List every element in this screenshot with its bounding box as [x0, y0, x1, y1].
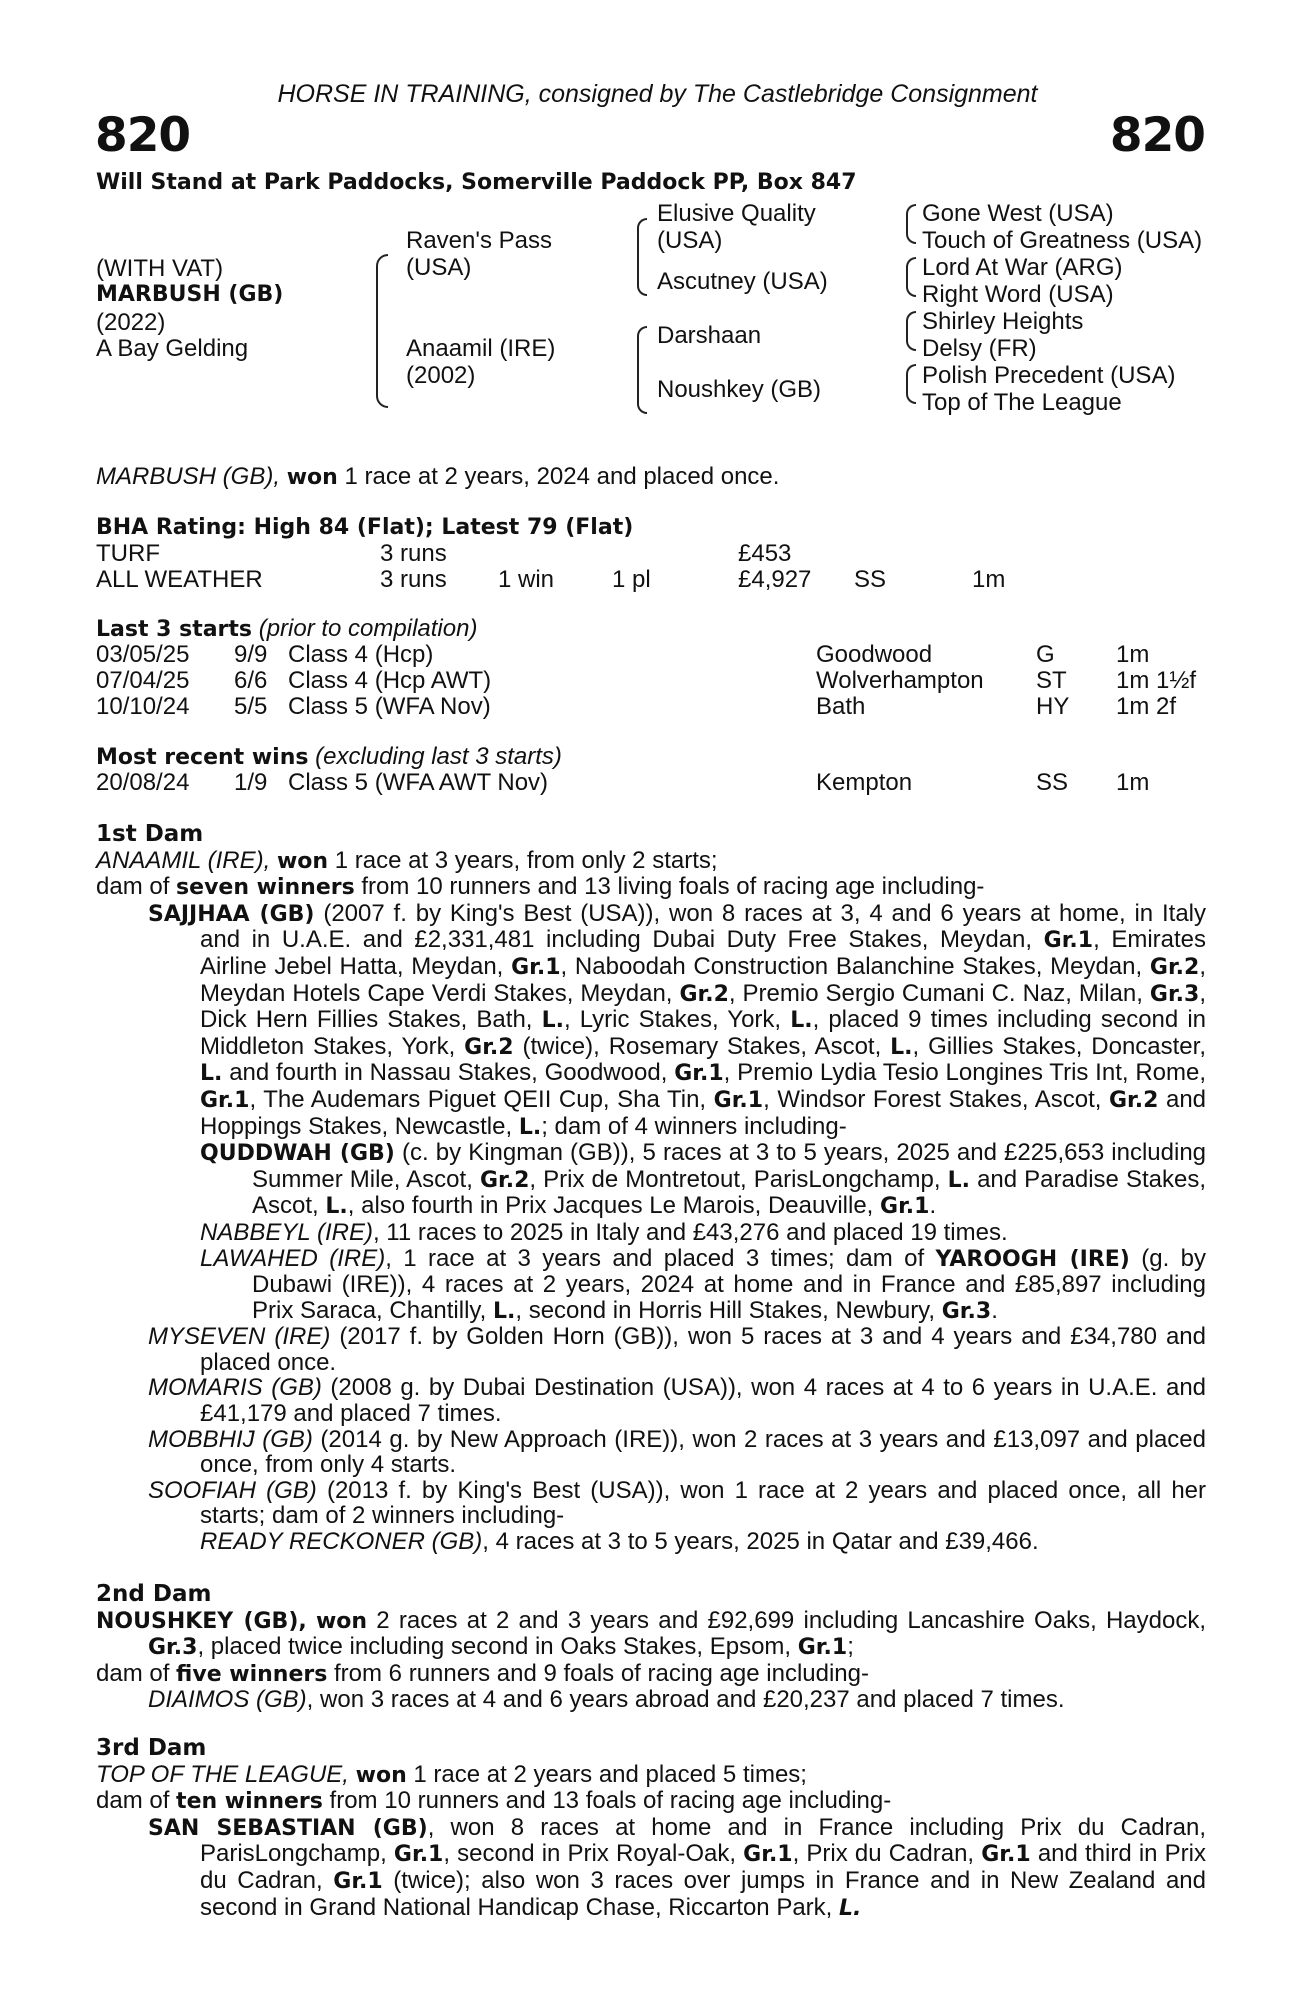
- start-race: Class 4 (Hcp): [288, 641, 434, 668]
- produce-text: , won 8 races at home and in France including Prix du Cadran, ParisLongchamp,: [200, 1813, 1207, 1868]
- produce-text: (2008 g. by Dubai Destination (USA)), won 4 races at 4 to 6 years in U.A.E. and £41,179 and placed 7 times.: [200, 1374, 1207, 1428]
- produce-text: , Premio Sergio Cumani C. Naz, Milan,: [728, 979, 1143, 1007]
- pedigree-ddd: Top of The League: [922, 389, 1122, 416]
- produce-name: LAWAHED (IRE): [200, 1244, 386, 1272]
- win-race: Class 5 (WFA AWT Nov): [288, 769, 549, 796]
- grade-badge: L.: [518, 1114, 542, 1140]
- produce-text: , Prix de Montretout, ParisLongchamp,: [529, 1165, 941, 1193]
- produce-name: YAROOGH (IRE): [935, 1246, 1130, 1272]
- produce-diaimos: [96, 1687, 1206, 1713]
- winners-count: five winners: [176, 1661, 328, 1687]
- start-going: HY: [1036, 693, 1070, 720]
- start-position: 9/9: [234, 641, 268, 668]
- produce-text: , second in Horris Hill Stakes, Newbury,: [515, 1296, 936, 1324]
- produce-soofiah: [96, 1478, 1206, 1529]
- start-going: G: [1036, 641, 1055, 668]
- grade-badge: Gr.1: [797, 1635, 848, 1661]
- produce-text: , Naboodah Construction Balanchine Stakes, Meydan,: [560, 952, 1143, 980]
- start-race: Class 4 (Hcp AWT): [288, 667, 492, 694]
- produce-name: MYSEVEN (IRE): [148, 1323, 331, 1351]
- dam-of-text: dam of: [96, 1787, 170, 1815]
- last-starts-note: (prior to compilation): [258, 615, 478, 642]
- produce-text: and third in Prix du Cadran,: [200, 1840, 1206, 1894]
- grade-badge: L.: [200, 1061, 223, 1087]
- produce-text: , won 3 races at 4 and 6 years abroad and £20,237 and placed 7 times.: [306, 1686, 1065, 1714]
- third-dam-title: 3rd Dam: [96, 1735, 207, 1761]
- won-label: won: [276, 848, 329, 874]
- second-dam-name: NOUSHKEY (GB),: [96, 1608, 307, 1634]
- produce-myseven: [96, 1324, 1206, 1375]
- produce-name: READY RECKONER (GB): [200, 1528, 483, 1556]
- third-dam-record: 1 race at 2 years and placed 5 times;: [413, 1760, 807, 1788]
- start-course: Goodwood: [816, 641, 933, 668]
- second-dam-line: [96, 1608, 1206, 1661]
- produce-name: MOMARIS (GB): [148, 1374, 322, 1402]
- pedigree-sds: Lord At War (ARG): [922, 254, 1123, 281]
- produce-text: (2013 f. by King's Best (USA)), won 1 race at 2 years and placed once, all her starts; dam of 2 winners including-: [200, 1476, 1207, 1530]
- stand-location: Will Stand at Park Paddocks, Somerville Paddock PP, Box 847: [96, 170, 857, 195]
- pedigree-sss: Gone West (USA): [922, 200, 1114, 227]
- grade-badge: Gr.1: [333, 1868, 383, 1894]
- start-distance: 1m 1½f: [1116, 667, 1197, 694]
- grade-badge: Gr.2: [1108, 1087, 1159, 1113]
- produce-san-sebastian: [96, 1815, 1206, 1921]
- start-row: [96, 642, 1206, 668]
- produce-text: , 11 races to 2025 in Italy and £43,276 and placed 19 times.: [372, 1218, 1008, 1246]
- runners-text: from 6 runners and 9 foals of racing age including-: [334, 1659, 869, 1687]
- pedigree-ss-line2: (USA): [657, 227, 723, 254]
- rating-going: SS: [854, 566, 887, 593]
- start-row: [96, 668, 1206, 694]
- start-going: ST: [1036, 667, 1067, 694]
- first-dam-produce-line: [96, 874, 1206, 901]
- rating-runs: 3 runs: [380, 566, 447, 593]
- grade-badge: Gr.1: [393, 1842, 444, 1868]
- grade-badge: Gr.1: [981, 1842, 1031, 1868]
- pedigree-brace-dam: [637, 326, 647, 414]
- win-row: [96, 770, 1206, 796]
- grade-badge: Gr.1: [511, 954, 561, 980]
- pedigree-dsd: Delsy (FR): [922, 335, 1037, 362]
- rating-row-turf: [96, 541, 1196, 567]
- start-position: 6/6: [234, 667, 268, 694]
- win-distance: 1m: [1116, 769, 1150, 796]
- produce-name: NABBEYL (IRE): [200, 1218, 373, 1246]
- pedigree-brace-sire: [637, 218, 647, 296]
- grade-badge: Gr.3: [1149, 981, 1200, 1007]
- produce-text: (twice), Rosemary Stakes, Ascot,: [522, 1032, 882, 1060]
- runners-text: from 10 runners and 13 living foals of racing age including-: [361, 873, 985, 901]
- produce-text: , placed twice including second in Oaks Stakes, Epsom,: [197, 1633, 792, 1661]
- first-dam-section: [96, 822, 1206, 1555]
- produce-text: (2017 f. by Golden Horn (GB)), won 5 races at 3 and 4 years and £34,780 and placed once.: [200, 1323, 1207, 1376]
- produce-text: , Prix du Cadran,: [792, 1840, 975, 1868]
- pedigree-brace-ss: [906, 204, 916, 244]
- produce-text: , Windsor Forest Stakes, Ascot,: [763, 1085, 1102, 1113]
- start-race: Class 5 (WFA Nov): [288, 693, 491, 720]
- first-dam-name: ANAAMIL (IRE),: [96, 846, 271, 874]
- second-dam-section: [96, 1582, 1206, 1713]
- produce-sajjhaa: SAJJHAA (GB) (2007 f. by King's Best (USA)), won 8 races at 3, 4 and 6 years at home, in Italy and in U.A.E. and £2,331,481 including Dubai Duty Free Stakes, Meydan, Gr.1, Emirates Airline Jebel Hatta, Meydan, Gr.1, Naboodah Construction Balanchine Stakes, Meydan, Gr.2, Meydan Hotels Cape Verdi Stakes, Meydan, Gr.2, Premio Sergio Cumani C. Naz, Milan, Gr.3, Dick Hern Fillies Stakes, Bath, L., Lyric Stakes, York, L., placed 9 times including second in Middleton Stakes, York, Gr.2 (twice), Rosemary Stakes, Ascot, L., Gillies Stakes, Doncaster, L. and fourth in Nassau Stakes, Goodwood, Gr.1, Premio Lydia Tesio Longines Tris Int, Rome, Gr.1, The Audemars Piguet QEII Cup, Sha Tin, Gr.1, Windsor Forest Stakes, Ascot, Gr.2 and Hoppings Stakes, Newcastle, L.; dam of 4 winners including-: [148, 899, 1207, 1140]
- pedigree-dss: Shirley Heights: [922, 308, 1084, 335]
- won-label: won: [315, 1608, 368, 1634]
- produce-text: Emirates Airline Jebel Hatta, Meydan,: [200, 926, 1206, 980]
- first-dam-title: 1st Dam: [96, 821, 204, 847]
- lot-number-right: 820: [1109, 108, 1205, 163]
- start-position: 5/5: [234, 693, 268, 720]
- produce-quddwah: QUDDWAH (GB) (c. by Kingman (GB)), 5 races at 3 to 5 years, 2025 and £225,653 including Summer Mile, Ascot, Gr.2, Prix de Montretout, ParisLongchamp, L. and Paradise Stakes, Ascot, L., also fourth in Prix Jacques Le Marois, Deauville, Gr.1.: [200, 1139, 1207, 1220]
- pedigree-ssd: Touch of Greatness (USA): [922, 227, 1203, 254]
- start-distance: 1m: [1116, 641, 1150, 668]
- recent-wins-title: Most recent wins: [96, 745, 309, 770]
- last-starts-table: [96, 642, 1206, 720]
- second-dam-title: 2nd Dam: [96, 1581, 212, 1607]
- grade-badge: Gr.1: [1043, 928, 1094, 954]
- win-position: 1/9: [234, 769, 268, 796]
- recent-wins-table: [96, 770, 1206, 796]
- pedigree-dam-line2: (2002): [406, 362, 476, 389]
- pedigree-sdd: Right Word (USA): [922, 281, 1114, 308]
- produce-text: , Lyric Stakes, York,: [563, 1006, 782, 1034]
- grade-badge: Gr.3: [941, 1298, 992, 1324]
- produce-text: , placed 9 times including second in Middleton Stakes, York,: [200, 1006, 1206, 1060]
- produce-nabbeyl: [96, 1220, 1206, 1246]
- start-date: 03/05/25: [96, 641, 190, 668]
- produce-text: (twice); also won 3 races over jumps in France and in New Zealand and second in Grand National Handicap Chase, Riccarton Park,: [200, 1866, 1206, 1921]
- won-label: won: [355, 1762, 407, 1788]
- pedigree-dam-line1: Anaamil (IRE): [406, 335, 556, 362]
- produce-text: , Dick Hern Fillies Stakes, Bath,: [200, 979, 1207, 1034]
- horse-name: MARBUSH (GB): [96, 282, 284, 307]
- produce-ready-reckoner: [96, 1529, 1206, 1555]
- vat-label: (WITH VAT): [96, 255, 224, 282]
- race-summary: [96, 464, 779, 491]
- third-dam-produce-line: [96, 1788, 1206, 1815]
- start-date: 10/10/24: [96, 693, 190, 720]
- summary-horse-name: MARBUSH (GB),: [96, 463, 281, 490]
- grade-badge: Gr.2: [1149, 954, 1200, 980]
- produce-text: , 1 race at 3 years and placed 3 times; dam of: [385, 1244, 925, 1272]
- rating-placed: 1 pl: [612, 566, 651, 593]
- grade-badge: L.: [890, 1034, 913, 1060]
- produce-text: and fourth in Nassau Stakes, Goodwood,: [229, 1059, 668, 1087]
- grade-badge: Gr.1: [880, 1194, 930, 1220]
- third-dam-section: [96, 1736, 1206, 1921]
- pedigree-brace-dd: [906, 364, 916, 404]
- start-row: [96, 694, 1206, 720]
- produce-text: ; dam of 4 winners including-: [541, 1112, 847, 1140]
- produce-name: QUDDWAH (GB): [200, 1141, 395, 1167]
- first-dam-line: [96, 848, 1206, 875]
- grade-badge: Gr.1: [713, 1087, 764, 1113]
- grade-badge: L.: [839, 1895, 862, 1921]
- produce-name: DIAIMOS (GB): [148, 1686, 307, 1714]
- pedigree-dd: Noushkey (GB): [657, 376, 822, 403]
- summary-record: 1 race at 2 years, 2024 and placed once.: [344, 463, 780, 490]
- pedigree-ss-line1: Elusive Quality: [657, 200, 816, 227]
- horse-description: A Bay Gelding: [96, 335, 249, 362]
- first-dam-record: 1 race at 3 years, from only 2 starts;: [334, 846, 718, 874]
- win-going: SS: [1036, 769, 1069, 796]
- pedigree-sire-line1: Raven's Pass: [406, 227, 552, 254]
- produce-text: 2 races at 2 and 3 years and £92,699 including Lancashire Oaks, Haydock,: [376, 1606, 1206, 1634]
- produce-name: SAJJHAA (GB): [148, 901, 315, 927]
- produce-text: , also fourth in Prix Jacques Le Marois, Deauville,: [347, 1192, 874, 1220]
- grade-badge: L.: [492, 1298, 516, 1324]
- last-starts-heading: [96, 616, 477, 643]
- bha-rating-title: BHA Rating: High 84 (Flat); Latest 79 (Flat): [96, 515, 634, 540]
- produce-mobbhij: [96, 1427, 1206, 1478]
- grade-badge: L.: [325, 1194, 348, 1220]
- produce-text: ;: [847, 1633, 854, 1661]
- start-distance: 1m 2f: [1116, 693, 1177, 720]
- grade-badge: L.: [947, 1167, 970, 1193]
- lot-number-left: 820: [95, 108, 191, 163]
- pedigree-brace-sd: [906, 257, 916, 297]
- produce-text: , Gillies Stakes, Doncaster,: [912, 1032, 1206, 1060]
- produce-text: (2014 g. by New Approach (IRE)), won 2 races at 3 years and £13,097 and placed once, from only 4 starts.: [200, 1425, 1206, 1479]
- grade-badge: L.: [790, 1008, 813, 1034]
- summary-won: won: [286, 465, 338, 490]
- produce-text: and Paradise Stakes, Ascot,: [252, 1165, 1207, 1220]
- produce-text: , second in Prix Royal-Oak,: [443, 1840, 737, 1868]
- consignment-header: HORSE IN TRAINING, consigned by The Castlebridge Consignment: [277, 80, 1038, 108]
- produce-text: and Hoppings Stakes, Newcastle,: [200, 1085, 1207, 1140]
- pedigree-dds: Polish Precedent (USA): [922, 362, 1176, 389]
- produce-text: (g. by Dubawi (IRE)), 4 races at 2 years, 2024 at home and in France and £85,897 including Prix Saraca, Chantilly,: [252, 1244, 1207, 1324]
- produce-name: SOOFIAH (GB): [148, 1476, 317, 1504]
- dam-of-text: dam of: [96, 1659, 170, 1687]
- win-date: 20/08/24: [96, 769, 190, 796]
- pedigree-brace-ds: [906, 311, 916, 351]
- rating-surface: ALL WEATHER: [96, 566, 263, 593]
- produce-text: , Meydan Hotels Cape Verdi Stakes, Meydan,: [200, 952, 1207, 1007]
- pedigree-brace-gen1: [376, 254, 388, 408]
- third-dam-name: TOP OF THE LEAGUE,: [96, 1760, 349, 1788]
- last-starts-title: Last 3 starts: [96, 617, 253, 642]
- winners-count: ten winners: [176, 1789, 323, 1815]
- rating-money: £4,927: [738, 566, 812, 593]
- recent-wins-heading: [96, 744, 562, 771]
- winners-count: seven winners: [176, 875, 355, 901]
- start-date: 07/04/25: [96, 667, 190, 694]
- pedigree-ds: Darshaan: [657, 322, 762, 349]
- rating-surface: TURF: [96, 540, 160, 567]
- produce-name: MOBBHIJ (GB): [148, 1425, 313, 1453]
- rating-table: [96, 541, 1196, 593]
- produce-text: , Premio Lydia Tesio Longines Tris Int, Rome,: [723, 1059, 1207, 1087]
- grade-badge: Gr.2: [479, 1167, 530, 1193]
- pedigree-sd: Ascutney (USA): [657, 268, 828, 295]
- produce-text: , 4 races at 3 to 5 years, 2025 in Qatar and £39,466.: [482, 1528, 1039, 1556]
- rating-distance: 1m: [972, 566, 1006, 593]
- produce-text: , The Audemars Piguet QEII Cup, Sha Tin,: [249, 1085, 707, 1113]
- start-course: Wolverhampton: [816, 667, 984, 694]
- runners-text: from 10 runners and 13 foals of racing age including-: [329, 1787, 892, 1815]
- produce-name: SAN SEBASTIAN (GB): [148, 1815, 428, 1841]
- grade-badge: Gr.2: [679, 981, 729, 1007]
- rating-money: £453: [738, 540, 792, 567]
- horse-year: (2022): [96, 309, 166, 336]
- grade-badge: Gr.2: [464, 1034, 514, 1060]
- produce-text: (2007 f. by King's Best (USA)), won 8 races at 3, 4 and 6 years at home, in Italy and in U.A.E. and £2,331,481 including Dubai Duty Free Stakes, Meydan,: [200, 899, 1207, 954]
- start-course: Bath: [816, 693, 866, 720]
- dam-of-text: dam of: [96, 873, 170, 901]
- grade-badge: Gr.1: [743, 1842, 793, 1868]
- grade-badge: L.: [541, 1008, 564, 1034]
- rating-runs: 3 runs: [380, 540, 447, 567]
- second-dam-produce-line: [96, 1661, 1206, 1688]
- grade-badge: Gr.3: [148, 1635, 198, 1661]
- grade-badge: Gr.1: [200, 1087, 250, 1113]
- produce-text: (c. by Kingman (GB)), 5 races at 3 to 5 years, 2025 and £225,653 including Summer Mile, Ascot,: [252, 1139, 1207, 1193]
- third-dam-line: [96, 1762, 1206, 1789]
- recent-wins-note: (excluding last 3 starts): [315, 743, 562, 770]
- produce-momaris: [96, 1375, 1206, 1426]
- rating-row-aw: [96, 567, 1196, 593]
- grade-badge: Gr.1: [674, 1061, 724, 1087]
- win-course: Kempton: [816, 769, 913, 796]
- pedigree-sire-line2: (USA): [406, 254, 472, 281]
- rating-wins: 1 win: [498, 566, 555, 593]
- produce-lawahed: LAWAHED (IRE), 1 race at 3 years and placed 3 times; dam of YAROOGH (IRE) (g. by Dubawi (IRE)), 4 races at 2 years, 2024 at home and in France and £85,897 including Prix Saraca, Chantilly, L., second in Horris Hill Stakes, Newbury, Gr.3.: [200, 1244, 1207, 1324]
